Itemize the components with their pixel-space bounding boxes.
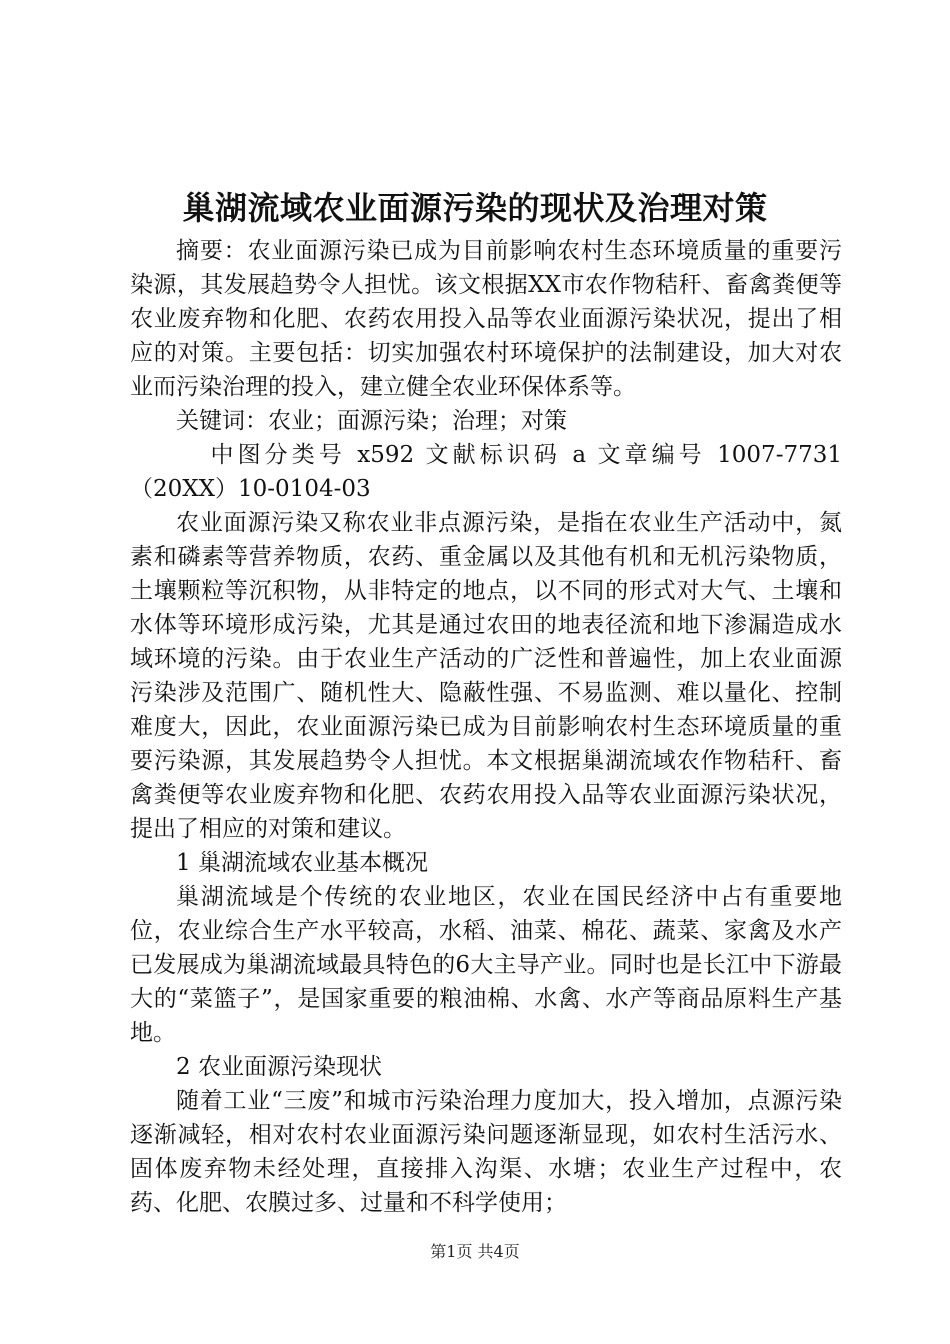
document-title: 巢湖流域农业面源污染的现状及治理对策 bbox=[182, 189, 768, 227]
section1-heading: 1 巢湖流域农业基本概况 bbox=[176, 850, 428, 876]
classification-line: 中图分类号 x592 文献标识码 a 文章编号 1007-7731（20XX）10-0104-03 bbox=[130, 442, 842, 502]
section2-paragraph: 随着工业“三废”和城市污染治理力度加大，投入增加，点源污染逐渐减轻，相对农村农业面源污染问题逐渐显现，如农村生活污水、固体废弃物未经处理，直接排入沟渠、水塘；农业生产过程中，农药、化肥、农膜过多、过量和不科学使用； bbox=[130, 1088, 842, 1216]
section2-heading: 2 农业面源污染现状 bbox=[176, 1054, 382, 1080]
abstract-paragraph: 摘要：农业面源污染已成为目前影响农村生态环境质量的重要污染源，其发展趋势令人担忧。该文根据XX市农作物秸秆、畜禽粪便等农业废弃物和化肥、农药农用投入品等农业面源污染状况，提出了相应的对策。主要包括：切实加强农村环境保护的法制建设，加大对农业而污染治理的投入，建立健全农业环保体系等。 bbox=[130, 238, 842, 400]
page-indicator: 第1页 共4页 bbox=[430, 1242, 520, 1261]
document-body bbox=[130, 234, 842, 1220]
intro-paragraph: 农业面源污染又称农业非点源污染，是指在农业生产活动中，氮素和磷素等营养物质，农药、重金属以及其他有机和无机污染物质，土壤颗粒等沉积物，从非特定的地点，以不同的形式对大气、土壤和水体等环境形成污染，尤其是通过农田的地表径流和地下渗漏造成水域环境的污染。由于农业生产活动的广泛性和普遍性，加上农业面源污染涉及范围广、随机性大、隐蔽性强、不易监测、难以量化、控制难度大，因此，农业面源污染已成为目前影响农村生态环境质量的重要污染源，其发展趋势令人担忧。本文根据巢湖流域农作物秸秆、畜禽粪便等农业废弃物和化肥、农药农用投入品等农业面源污染状况，提出了相应的对策和建议。 bbox=[130, 510, 842, 842]
section1-paragraph: 巢湖流域是个传统的农业地区，农业在国民经济中占有重要地位，农业综合生产水平较高，水稻、油菜、棉花、蔬菜、家禽及水产已发展成为巢湖流域最具特色的6大主导产业。同时也是长江中下游最大的“菜篮子”，是国家重要的粮油棉、水禽、水产等商品原料生产基地。 bbox=[130, 884, 842, 1046]
keywords-line: 关键词：农业；面源污染；治理；对策 bbox=[176, 408, 567, 434]
